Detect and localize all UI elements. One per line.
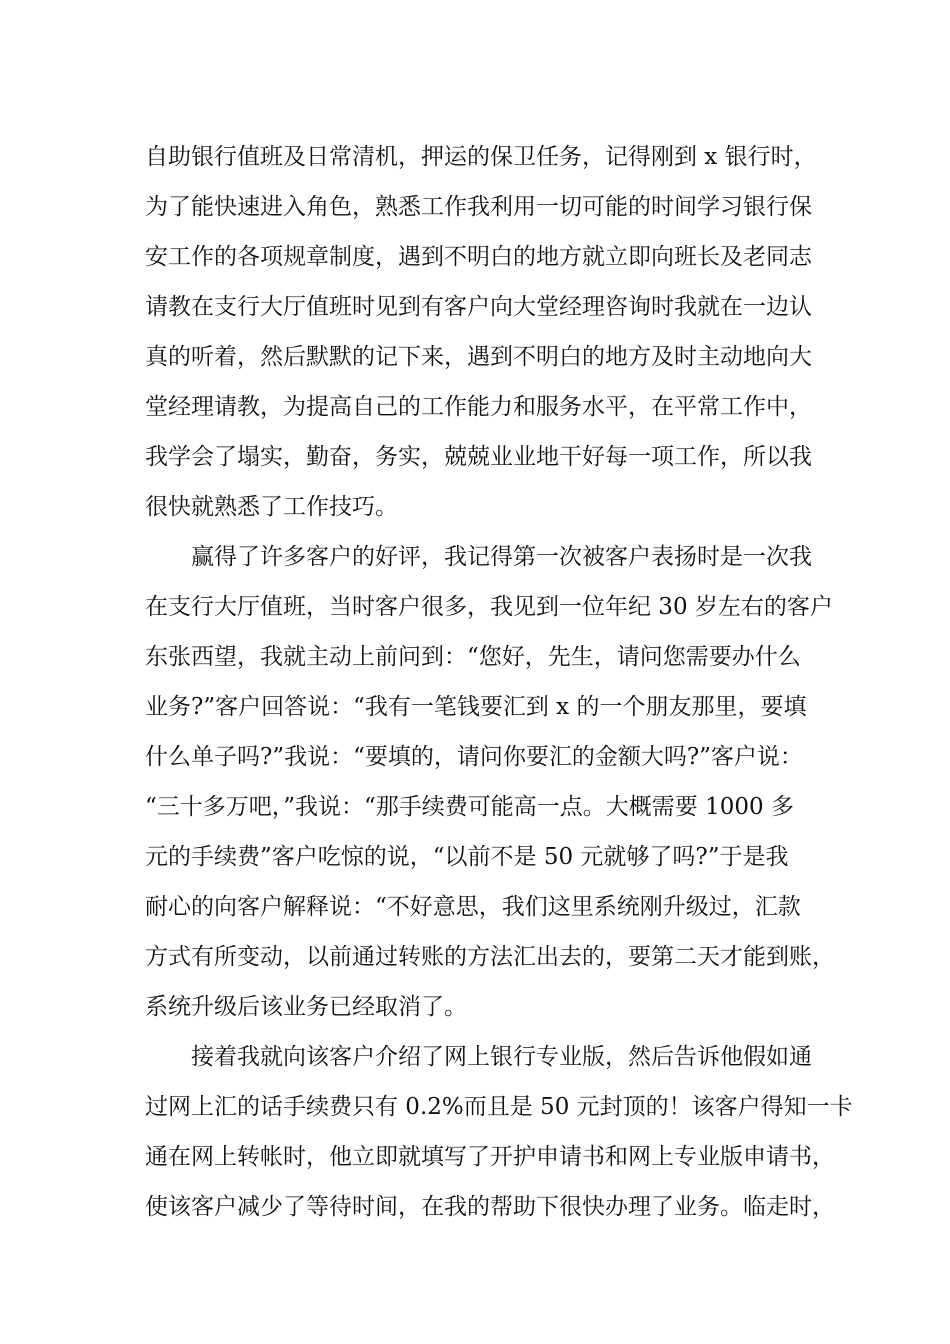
text-line: 自助银行值班及日常清机，押运的保卫任务，记得刚到 x 银行时，	[145, 144, 817, 170]
text-line: 业务?”客户回答说：“我有一笔钱要汇到 x 的一个朋友那里，要填	[145, 694, 807, 720]
text-line: 真的听着，然后默默的记下来，遇到不明白的地方及时主动地向大	[145, 344, 812, 370]
text-line: 请教在支行大厅值班时见到有客户向大堂经理咨询时我就在一边认	[145, 294, 812, 320]
paragraph-1	[145, 132, 835, 532]
body-text	[145, 132, 853, 1232]
text-line: 在支行大厅值班，当时客户很多，我见到一位年纪 30 岁左右的客户	[145, 594, 833, 620]
text-line: 很快就熟悉了工作技巧。	[145, 494, 398, 520]
text-line: 堂经理请教，为提高自己的工作能力和服务水平，在平常工作中，	[145, 394, 812, 420]
text-line: 什么单子吗?”我说：“要填的，请问你要汇的金额大吗?”客户说：	[145, 744, 803, 770]
text-line: “三十多万吧，”我说：“那手续费可能高一点。大概需要 1000 多	[145, 794, 794, 820]
text-line: 我学会了塌实，勤奋，务实，兢兢业业地干好每一项工作，所以我	[145, 444, 812, 470]
text-line: 耐心的向客户解释说：“不好意思，我们这里系统刚升级过，汇款	[145, 894, 801, 920]
text-line: 元的手续费”客户吃惊的说，“以前不是 50 元就够了吗?”于是我	[145, 844, 789, 870]
text-line: 东张西望，我就主动上前问到：“您好，先生，请问您需要办什么	[145, 644, 801, 670]
paragraph-2	[145, 532, 835, 1032]
text-line: 过网上汇的话手续费只有 0.2%而且是 50 元封顶的！该客户得知一卡	[145, 1094, 853, 1120]
text-line: 安工作的各项规章制度，遇到不明白的地方就立即向班长及老同志	[145, 244, 812, 270]
text-line: 方式有所变动，以前通过转账的方法汇出去的，要第二天才能到账，	[145, 944, 835, 970]
text-line: 为了能快速进入角色，熟悉工作我利用一切可能的时间学习银行保	[145, 194, 812, 220]
text-line: 通在网上转帐时，他立即就填写了开护申请书和网上专业版申请书，	[145, 1144, 835, 1170]
paragraph-3	[145, 1032, 853, 1232]
text-line: 系统升级后该业务已经取消了。	[145, 994, 467, 1020]
text-line: 使该客户减少了等待时间，在我的帮助下很快办理了业务。临走时，	[145, 1194, 835, 1220]
text-line: 赢得了许多客户的好评，我记得第一次被客户表扬时是一次我	[191, 544, 812, 570]
text-line: 接着我就向该客户介绍了网上银行专业版，然后告诉他假如通	[191, 1044, 812, 1070]
